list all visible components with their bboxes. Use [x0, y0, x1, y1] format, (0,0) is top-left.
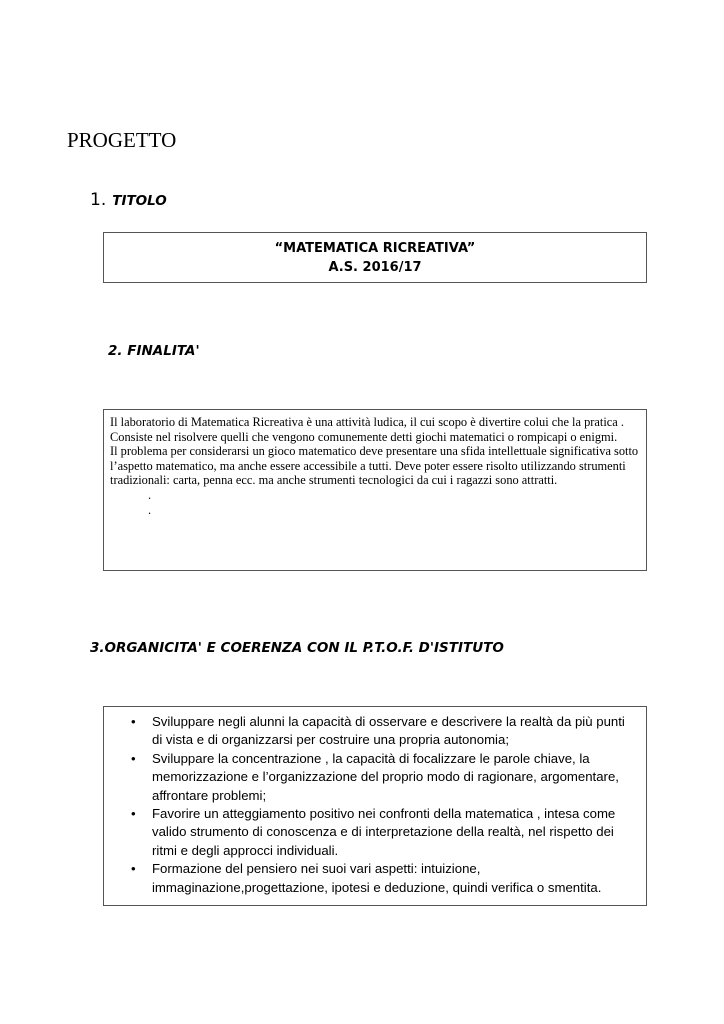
project-name: “MATEMATICA RICREATIVA”: [274, 241, 476, 256]
dot-line: .: [148, 487, 152, 502]
coerenza-box: [103, 706, 647, 906]
bullet-icon: •: [131, 806, 136, 822]
bullet-icon: •: [131, 750, 136, 766]
bullet-icon: •: [131, 861, 136, 877]
finalita-paragraph: Il laboratorio di Matematica Ricreativa è una attività ludica, il cui scopo è divertire colui che la pratica . Consiste nel risolvere quelli che vengono comunemente detti giochi matematici o rompicapi o enigmi.: [110, 415, 624, 444]
list-item-text: Formazione del pensiero nei suoi vari aspetti: intuizione, immaginazione,progettazione, ipotesi e deduzione, quindi verifica o smentita.: [152, 861, 602, 895]
bullet-icon: •: [131, 714, 136, 729]
section-1-heading: [90, 190, 167, 210]
section-1-number: 1.: [90, 190, 107, 210]
section-3-heading: 3.ORGANICITA' E COERENZA CON IL P.T.O.F. D'ISTITUTO: [90, 640, 504, 656]
list-item: [104, 805, 638, 860]
list-item: [104, 750, 638, 805]
list-item: [104, 860, 638, 897]
title-box: [103, 232, 647, 283]
section-2-heading: 2. FINALITA': [108, 343, 200, 359]
document-title: PROGETTO: [67, 128, 177, 152]
list-item-text: Sviluppare negli alunni la capacità di osservare e descrivere la realtà da più punti di vista e di organizzarsi per costruire una propria autonomia;: [152, 714, 625, 748]
finalita-box: [103, 409, 647, 571]
list-item: [104, 713, 638, 750]
list-item-text: Sviluppare la concentrazione , la capacità di focalizzare le parole chiave, la memorizzazione e l’organizzazione del proprio modo di ragionare, argomentare, affrontare problemi;: [152, 750, 619, 803]
school-year: A.S. 2016/17: [328, 260, 422, 275]
finalita-paragraph: Il problema per considerarsi un gioco matematico deve presentare una sfida intellettuale significativa sotto l’aspetto matematico, ma anche essere accessibile a tutti. Deve poter essere risolto utilizzando strumenti tradizionali: carta, penna ecc. ma anche strumenti tecnologici da cui i ragazzi sono attratti.: [110, 444, 639, 488]
list-item-text: Favorire un atteggiamento positivo nei confronti della matematica , intesa come valido strumento di conoscenza e di interpretazione della realtà, nel rispetto dei ritmi e degli approcci individuali.: [152, 806, 616, 858]
section-1-title: TITOLO: [112, 193, 167, 209]
dot-line: .: [148, 502, 152, 517]
objectives-list: [104, 713, 638, 897]
